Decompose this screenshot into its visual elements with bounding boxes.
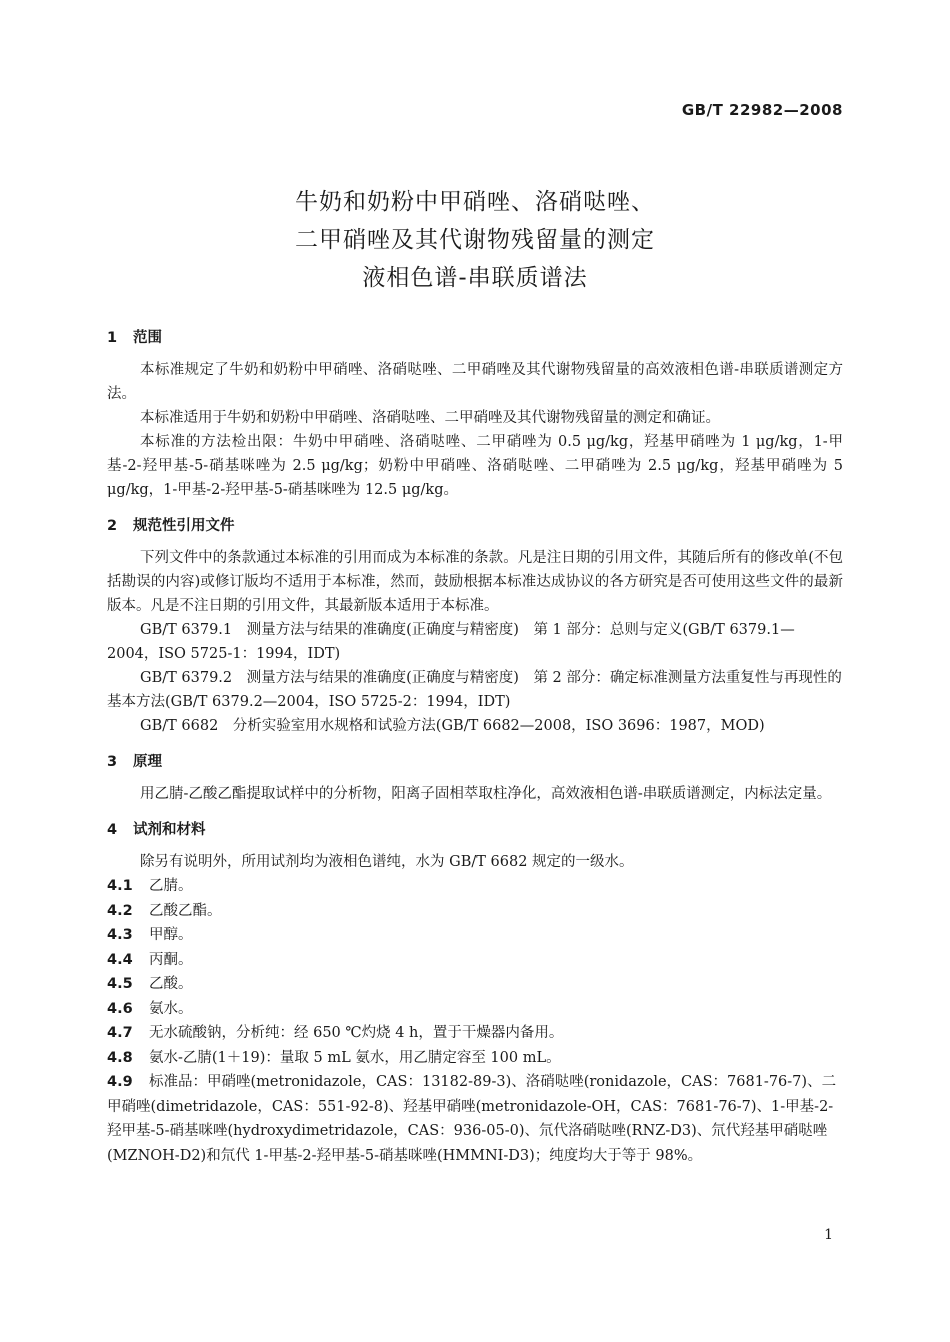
section-heading-2 xyxy=(107,514,843,538)
list-item xyxy=(107,1021,843,1046)
reference-item: GB/T 6379.2 测量方法与结果的准确度(正确度与精密度) 第 2 部分：确定标准测量方法重复性与再现性的基本方法(GB/T 6379.2—2004，ISO 5725-2：1994，IDT) xyxy=(107,670,842,710)
paragraph: 本标准的方法检出限：牛奶中甲硝唑、洛硝哒唑、二甲硝唑为 0.5 μg/kg，羟基甲硝唑为 1 μg/kg，1-甲基-2-羟甲基-5-硝基咪唑为 2.5 μg/kg；奶粉中甲硝唑、洛硝哒唑、二甲硝唑为 2.5 μg/kg，羟基甲硝唑为 5 μg/kg，1-甲基-2-羟甲基-5-硝基咪唑为 12.5 μg/kg。 xyxy=(107,434,843,498)
list-item xyxy=(107,899,843,924)
item-number: 4.2 xyxy=(107,902,133,919)
reference-item: GB/T 6682 分析实验室用水规格和试验方法(GB/T 6682—2008，ISO 3696：1987，MOD) xyxy=(140,718,765,734)
title-line-1: 牛奶和奶粉中甲硝唑、洛硝哒唑、 xyxy=(295,189,655,215)
item-text: 氨水-乙腈(1＋19)：量取 5 mL 氨水，用乙腈定容至 100 mL。 xyxy=(149,1049,561,1066)
section-number: 3 xyxy=(107,754,118,770)
item-number: 4.9 xyxy=(107,1074,133,1090)
paragraph: 下列文件中的条款通过本标准的引用而成为本标准的条款。凡是注日期的引用文件，其随后所有的修改单(不包括勘误的内容)或修订版均不适用于本标准，然而，鼓励根据本标准达成协议的各方研究是否可使用这些文件的最新版本。凡是不注日期的引用文件，其最新版本适用于本标准。 xyxy=(107,550,843,614)
document-title xyxy=(0,183,950,297)
item-number: 4.6 xyxy=(107,1000,133,1017)
item-text: 无水硫酸钠，分析纯：经 650 ℃灼烧 4 h，置于干燥器内备用。 xyxy=(149,1025,564,1041)
item-number: 4.7 xyxy=(107,1025,133,1041)
section-title: 规范性引用文件 xyxy=(133,518,235,534)
item-number: 4.8 xyxy=(107,1049,133,1066)
item-text: 乙酸乙酯。 xyxy=(149,902,222,919)
item-number: 4.4 xyxy=(107,951,133,968)
item-number: 4.3 xyxy=(107,927,133,943)
page-number: 1 xyxy=(824,1227,833,1243)
title-line-2: 二甲硝唑及其代谢物残留量的测定 xyxy=(295,227,655,253)
item-number: 4.1 xyxy=(107,878,133,894)
reference-item: GB/T 6379.1 测量方法与结果的准确度(正确度与精密度) 第 1 部分：总则与定义(GB/T 6379.1—2004，ISO 5725-1：1994，IDT) xyxy=(107,622,795,662)
item-text: 丙酮。 xyxy=(149,951,193,968)
section-number: 2 xyxy=(107,518,118,534)
section-title: 范围 xyxy=(133,330,162,346)
list-item xyxy=(107,923,843,948)
item-text: 甲醇。 xyxy=(149,927,193,943)
item-text: 乙腈。 xyxy=(149,878,193,894)
paragraph: 本标准规定了牛奶和奶粉中甲硝唑、洛硝哒唑、二甲硝唑及其代谢物残留量的高效液相色谱-串联质谱测定方法。 xyxy=(107,362,843,402)
item-text: 氨水。 xyxy=(149,1000,193,1017)
list-item xyxy=(107,948,843,973)
section-title: 试剂和材料 xyxy=(133,822,206,838)
paragraph: 本标准适用于牛奶和奶粉中甲硝唑、洛硝哒唑、二甲硝唑及其代谢物残留量的测定和确证。 xyxy=(140,410,720,426)
list-item xyxy=(107,972,843,997)
section-number: 4 xyxy=(107,822,118,838)
section-heading-3 xyxy=(107,750,843,774)
list-item xyxy=(107,1046,843,1071)
standard-code: GB/T 22982—2008 xyxy=(681,101,843,119)
paragraph: 除另有说明外，所用试剂均为液相色谱纯，水为 GB/T 6682 规定的一级水。 xyxy=(140,854,634,870)
list-item xyxy=(107,874,843,899)
section-title: 原理 xyxy=(133,754,162,770)
document-body xyxy=(107,326,843,1168)
paragraph: 用乙腈-乙酸乙酯提取试样中的分析物，阳离子固相萃取柱净化，高效液相色谱-串联质谱测定，内标法定量。 xyxy=(140,786,832,802)
item-text: 标准品：甲硝唑(metronidazole，CAS：13182-89-3)、洛硝哒唑(ronidazole，CAS：7681-76-7)、二甲硝唑(dimetridazole，CAS：551-92-8)、羟基甲硝唑(metronidazole-OH，CAS：7681-76-7)、1-甲基-2-羟甲基-5-硝基咪唑(hydroxydimetridazole，CAS：936-05-0)、氘代洛硝哒唑(RNZ-D3)、氘代羟基甲硝哒唑(MZNOH-D2)和氘代 1-甲基-2-羟甲基-5-硝基咪唑(HMMNI-D3)；纯度均大于等于 98%。 xyxy=(107,1074,837,1164)
title-line-3: 液相色谱-串联质谱法 xyxy=(362,265,588,291)
item-text: 乙酸。 xyxy=(149,976,193,992)
list-item xyxy=(107,1070,843,1168)
section-number: 1 xyxy=(107,330,118,346)
section-heading-4 xyxy=(107,818,843,842)
item-number: 4.5 xyxy=(107,976,133,992)
reagent-list xyxy=(107,874,843,1168)
section-heading-1 xyxy=(107,326,843,350)
list-item xyxy=(107,997,843,1022)
